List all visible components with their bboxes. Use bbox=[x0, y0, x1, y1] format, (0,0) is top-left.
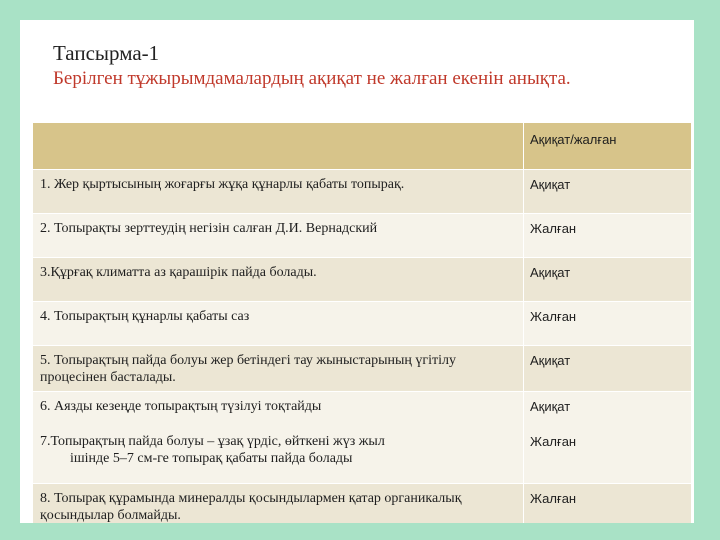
table-header-row bbox=[33, 123, 692, 170]
slide bbox=[20, 20, 694, 523]
statement-cell: 8. Топырақ құрамында минералды қосындылармен қатар органикалық қосындылар болмайды. bbox=[33, 484, 524, 524]
table-row bbox=[33, 170, 692, 214]
statement-line: 6. Аязды кезеңде топырақтың түзілуі тоқтайды bbox=[40, 399, 322, 414]
statement-cell: 4. Топырақтың құнарлы қабаты саз bbox=[33, 302, 524, 346]
header-cell-answer: Ақиқат/жалған bbox=[524, 123, 692, 170]
answer-cell: Ақиқат bbox=[524, 258, 692, 302]
statements-table bbox=[32, 122, 692, 523]
answer-cell-group bbox=[524, 392, 692, 484]
statement-cell: 2. Топырақты зерттеудің негізін салған Д.И. Вернадский bbox=[33, 214, 524, 258]
slide-title: Тапсырма-1 bbox=[53, 41, 160, 65]
slide-subtitle: Берілген тұжырымдамалардың ақиқат не жалған екенін анықта. bbox=[53, 68, 571, 89]
statement-cell: 1. Жер қыртысының жоғарғы жұқа құнарлы қабаты топырақ. bbox=[33, 170, 524, 214]
header-cell-statement bbox=[33, 123, 524, 170]
statement-cell: 5. Топырақтың пайда болуы жер бетіндегі тау жыныстарының үгітілу процесінен басталады. bbox=[33, 346, 524, 392]
table-row bbox=[33, 302, 692, 346]
statement-cell: 3.Құрғақ климатта аз қарашірік пайда болады. bbox=[33, 258, 524, 302]
table-row bbox=[33, 484, 692, 524]
answer-cell: Жалған bbox=[524, 302, 692, 346]
table-row bbox=[33, 346, 692, 392]
table-row bbox=[33, 214, 692, 258]
answer-line: Ақиқат bbox=[530, 399, 571, 414]
answer-cell: Ақиқат bbox=[524, 170, 692, 214]
answer-cell: Жалған bbox=[524, 214, 692, 258]
answer-line: Жалған bbox=[530, 434, 577, 449]
statement-cell-group bbox=[33, 392, 524, 484]
table-row bbox=[33, 258, 692, 302]
answer-cell: Ақиқат bbox=[524, 346, 692, 392]
answer-cell: Жалған bbox=[524, 484, 692, 524]
statement-line-continued: ішінде 5–7 см-ге топырақ қабаты пайда болады bbox=[70, 451, 353, 466]
table-row-group bbox=[33, 392, 692, 484]
statement-line: 7.Топырақтың пайда болуы – ұзақ үрдіс, өйткені жүз жыл bbox=[40, 434, 385, 449]
